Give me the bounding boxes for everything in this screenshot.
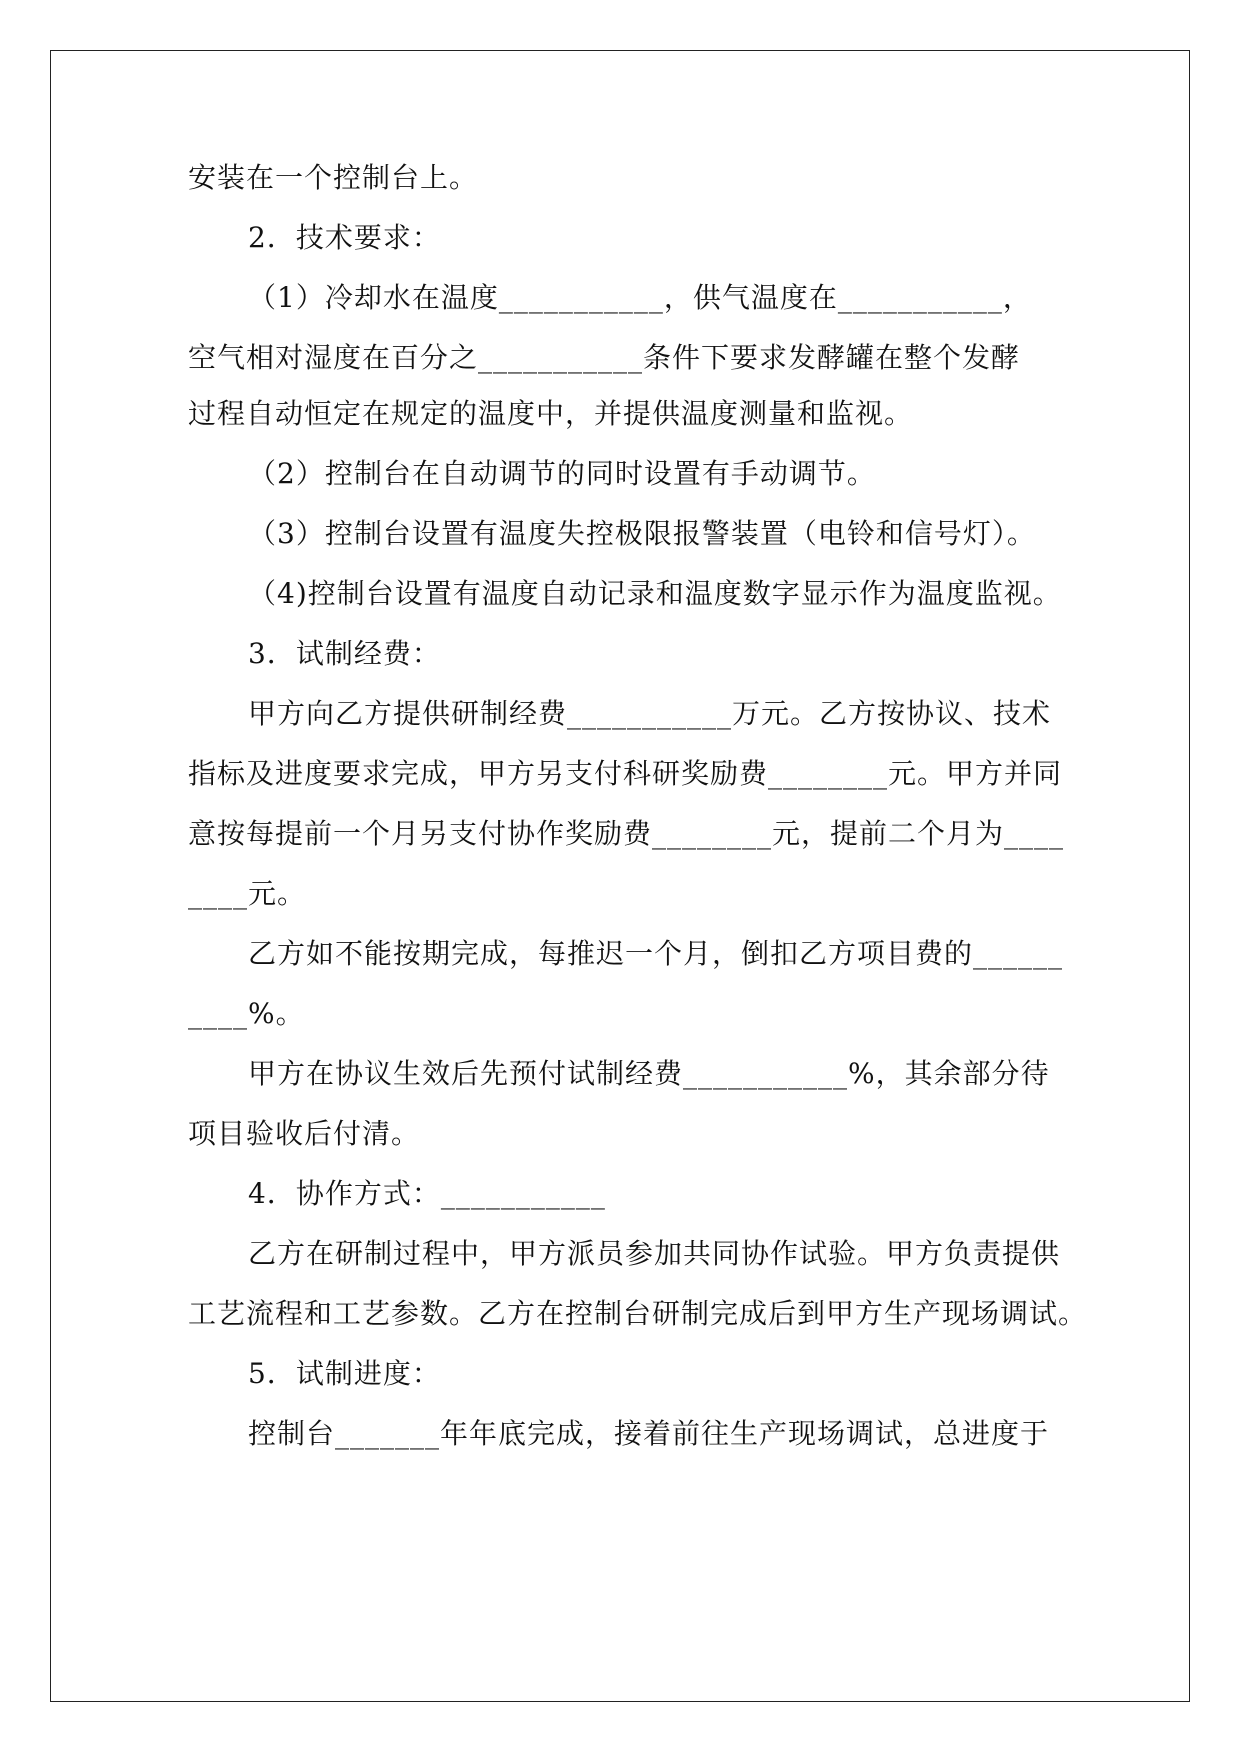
text-line: 乙方如不能按期完成，每推迟一个月，倒扣乙方项目费的______ <box>248 937 1064 970</box>
text-line: （3）控制台设置有温度失控极限报警装置（电铃和信号灯）。 <box>248 517 1036 550</box>
text-line: ____元。 <box>188 877 307 910</box>
text-line: 安装在一个控制台上。 <box>188 161 479 194</box>
text-line: 乙方在研制过程中，甲方派员参加共同协作试验。甲方负责提供 <box>248 1237 1061 1270</box>
section-heading: 5．试制进度： <box>248 1357 441 1390</box>
text-line: 意按每提前一个月另支付协作奖励费________元，提前二个月为____ <box>188 817 1065 850</box>
section-heading: 3．试制经费： <box>248 637 441 670</box>
text-line: （4)控制台设置有温度自动记录和温度数字显示作为温度监视。 <box>248 577 1062 610</box>
text-line: 控制台_______年年底完成，接着前往生产现场调试，总进度于 <box>248 1417 1050 1450</box>
section-heading: 4．协作方式：___________ <box>248 1177 606 1210</box>
text-line: 空气相对湿度在百分之___________条件下要求发酵罐在整个发酵 <box>188 341 1021 374</box>
text-line: ____%。 <box>188 997 305 1030</box>
text-line: 过程自动恒定在规定的温度中，并提供温度测量和监视。 <box>188 397 914 430</box>
text-line: 甲方向乙方提供研制经费___________万元。乙方按协议、技术 <box>248 697 1052 730</box>
text-line: 甲方在协议生效后先预付试制经费___________%，其余部分待 <box>248 1057 1050 1090</box>
text-line: （1）冷却水在温度___________，供气温度在___________， <box>248 281 1032 314</box>
text-line: （2）控制台在自动调节的同时设置有手动调节。 <box>248 457 876 490</box>
section-heading: 2．技术要求： <box>248 221 441 254</box>
text-line: 工艺流程和工艺参数。乙方在控制台研制完成后到甲方生产现场调试。 <box>188 1297 1088 1330</box>
text-line: 项目验收后付清。 <box>188 1117 421 1150</box>
text-line: 指标及进度要求完成，甲方另支付科研奖励费________元。甲方并同 <box>188 757 1063 790</box>
